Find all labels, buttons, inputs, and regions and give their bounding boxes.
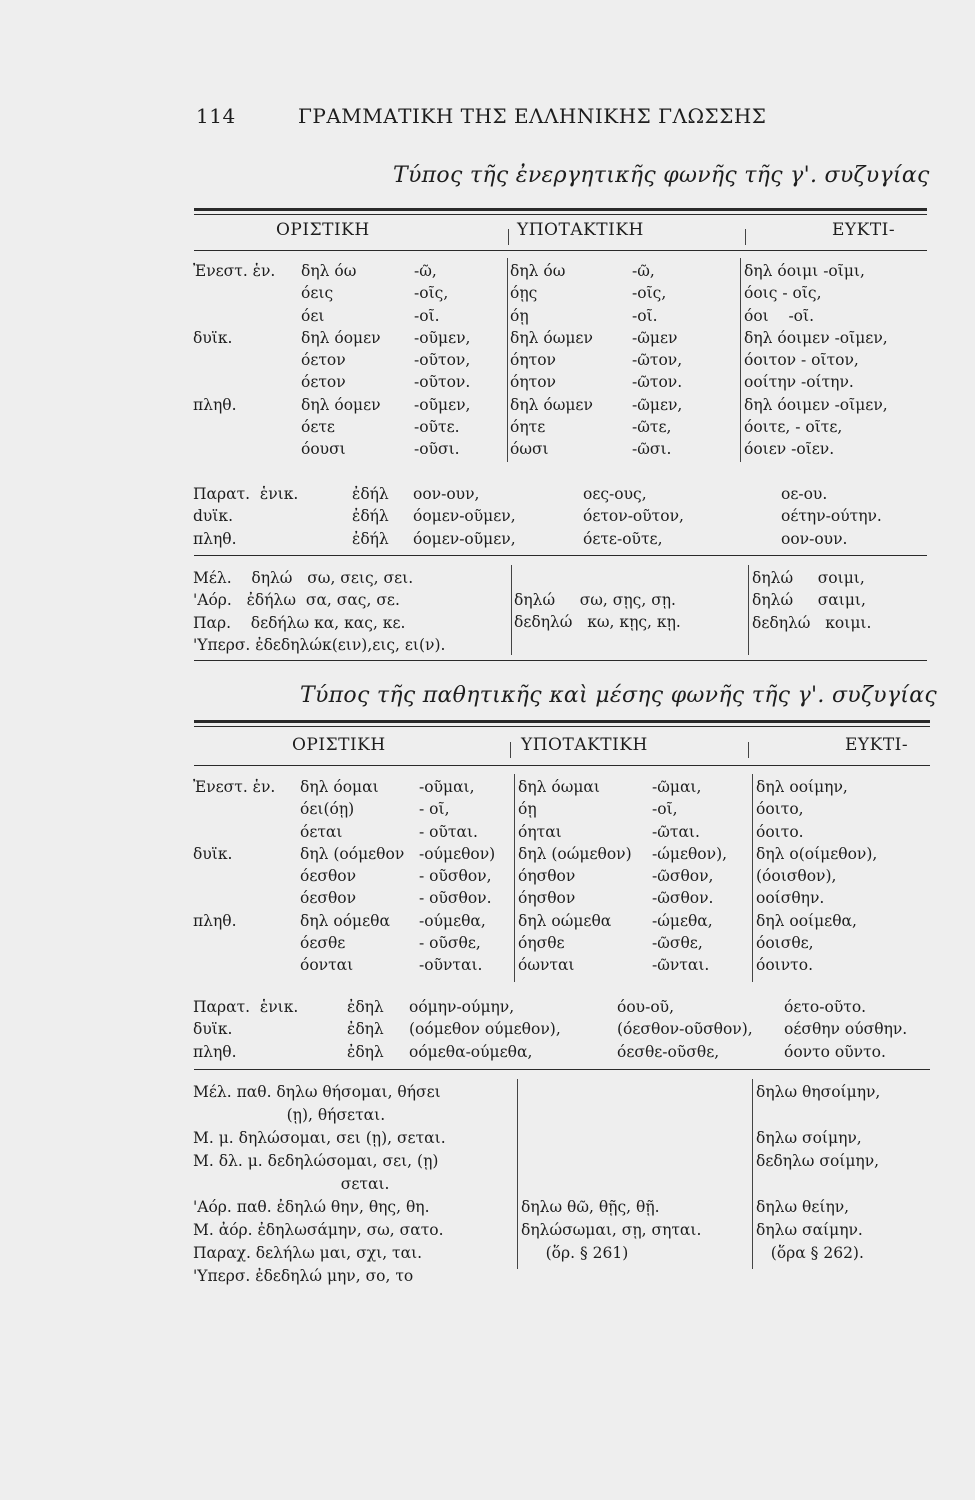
active-caption: Τύπος τῆς ἐνεργητικῆς φωνῆς τῆς γ'. συζυγίας [393,163,930,188]
indicative-header: ΟΡΙΣΤΙΚΗ [276,220,370,240]
header-rule [194,765,930,766]
column-divider [517,1079,518,1269]
section-rule [194,1069,930,1070]
present-indicative-stems: δηλ όομαι όει(όῃ) όεται δηλ (οόμεθον όεσθον όεσθον δηλ οόμεθα όεσθε όονται [300,778,405,975]
subjunctive-header: ΥΠΟΤΑΚΤΙΚΗ [521,735,648,755]
present-indicative-stems: δηλ όω όεις όει δηλ όομεν όετον όετον δηλ όομεν όετε όουσι [301,262,381,459]
table-top-rule [194,720,930,723]
imperfect-col-2: όου-οῦ, (όεσθον-οῦσθον), όεσθε-οῦσθε, [617,998,753,1061]
column-divider [740,258,741,462]
imperfect-col-2: οες-ους, όετον-οῦτον, όετε-οῦτε, [583,485,684,548]
column-divider [514,774,515,982]
imperfect-col-3: όετο-οῦτο. οέσθην ούσθην. όοντο οῦντο. [784,998,908,1061]
section-rule [194,555,927,556]
header-rule [194,250,927,251]
optative-header: ΕΥΚΤΙ- [845,735,909,755]
column-divider [748,565,749,655]
table-top-rule [194,208,927,211]
imperfect-col-3: οε-ου. οέτην-ούτην. οον-ουν. [781,485,882,548]
header-divider [508,229,509,245]
present-subjunctive-endings: -ῶμαι, -οῖ, -ῶται. -ώμεθον), -ῶσθον, -ῶσθον. -ώμεθα, -ῶσθε, -ῶνται. [652,778,728,975]
imperfect-col-1: οον-ουν, όομεν-οῦμεν, όομεν-οῦμεν, [413,485,516,548]
imperfect-augment: ἐδήλ ἐδήλ ἐδήλ [352,485,389,548]
header-divider [745,229,746,245]
subjunctive-header: ΥΠΟΤΑΚΤΙΚΗ [517,220,644,240]
column-divider [511,565,512,655]
imperfect-labels: Παρατ. ἑνικ. dυϊκ. πληθ. [193,485,299,548]
header-divider [510,742,511,758]
header-divider [748,742,749,758]
present-indicative-endings: -οῦμαι, - οῖ, - οῦται. -ούμεθον) - οῦσθον, - οῦσθον. -ούμεθα, - οῦσθε, -οῦνται. [419,778,496,975]
passive-caption: Τύπος τῆς παθητικῆς καὶ μέσης φωνῆς τῆς γ'. συζυγίας [300,683,938,708]
indicative-header: ΟΡΙΣΤΙΚΗ [292,735,386,755]
present-optative: δηλ όοιμι -οῖμι, όοις - οῖς, όοι -οῖ. δηλ όοιμεν -οῖμεν, όοιτον - οῖτον, οοίτην -οίτην. δηλ όοιμεν -οῖμεν, όοιτε, - οῖτε, όοιεν -οῖεν. [744,262,888,459]
present-labels: Ἐνεστ. ἑν. δυϊκ. πληθ. [193,778,276,930]
present-subjunctive-endings: -ῶ, -οῖς, -οῖ. -ῶμεν -ῶτον, -ῶτον. -ῶμεν, -ῶτε, -ῶσι. [632,262,683,459]
present-optative: δηλ οοίμην, όοιτο, όοιτο. δηλ ο(οίμεθον), (όοισθον), οοίσθην. δηλ οοίμεθα, όοισθε, όοιντο. [756,778,878,975]
section-end-rule [194,660,927,661]
column-divider [752,774,753,982]
other-tenses-optative: δηλω θησοίμην, δηλω σοίμην, δεδηλω σοίμην, δηλω θείην, δηλω σαίμην. (ὅρα § 262). [756,1083,881,1262]
imperfect-labels: Παρατ. ἑνικ. δυϊκ. πληθ. [193,998,299,1061]
imperfect-col-1: οόμην-ούμην, (οόμεθον ούμεθον), οόμεθα-ούμεθα, [409,998,561,1061]
other-tenses-subjunctive: δηλώ σω, σῃς, σῃ. δεδηλώ κω, κῃς, κῃ. [514,591,681,632]
column-divider [507,258,508,462]
other-tenses-indicative: Μέλ. δηλώ σω, σεις, σει. 'Αόρ. ἐδήλω σα, σας, σε. Παρ. δεδήλω κα, κας, κε. 'Υπερσ. ἐδεδηλώκ(ειν),εις, ει(ν). [193,569,446,654]
present-indicative-endings: -ῶ, -οῖς, -οῖ. -οῦμεν, -οῦτον, -οῦτον. -οῦμεν, -οῦτε. -οῦσι. [414,262,471,459]
other-tenses-subjunctive: δηλω θῶ, θῇς, θῇ. δηλώσωμαι, σῃ, σηται. (ὅρ. § 261) [521,1198,702,1262]
column-divider [752,1079,753,1269]
present-subjunctive-stems: δηλ όω όῃς όῃ δηλ όωμεν όητον όητον δηλ όωμεν όητε όωσι [510,262,593,459]
other-tenses-optative: δηλώ σοιμι, δηλώ σαιμι, δεδηλώ κοιμι. [752,569,872,632]
present-subjunctive-stems: δηλ όωμαι όῃ όηται δηλ (οώμεθον) όησθον όησθον δηλ οώμεθα όησθε όωνται [518,778,632,975]
optative-header: ΕΥΚΤΙ- [832,220,896,240]
page-number: 114 [196,104,236,128]
present-labels: Ἐνεστ. ἑν. δυϊκ. πληθ. [193,262,276,414]
table-top-rule-thin [194,214,927,215]
running-title: ΓΡΑΜΜΑΤΙΚΗ ΤΗΣ ΕΛΛΗΝΙΚΗΣ ΓΛΩΣΣΗΣ [298,104,767,128]
other-tenses-indicative: Μέλ. παθ. δηλω θήσομαι, θήσει (ῃ), θήσεται. Μ. μ. δηλώσομαι, σει (ῃ), σεται. Μ. δλ. μ. δεδηλώσομαι, σει, (ῃ) σεται. 'Αόρ. παθ. ἐδηλώ θην, θης, θη. Μ. ἀόρ. ἐδηλωσάμην, σω, σατο. Παραχ. δελήλω μαι, σχι, ται. 'Υπερσ. ἐδεδηλώ μην, σο, το [193,1083,446,1285]
table-top-rule-thin [194,726,930,727]
imperfect-augment: ἐδηλ ἐδηλ ἐδηλ [347,998,384,1061]
